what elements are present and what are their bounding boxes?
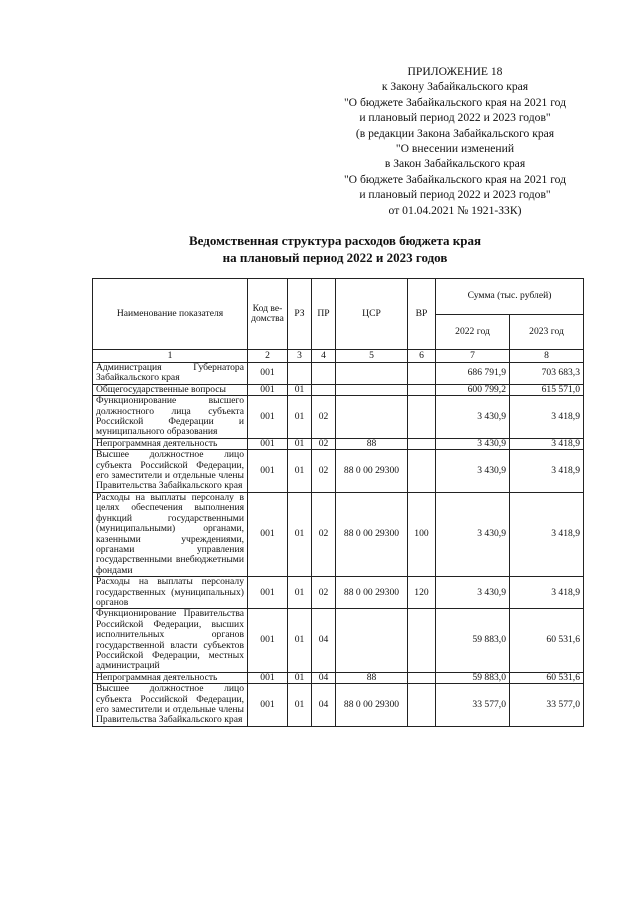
index-cell: 8 — [510, 350, 584, 363]
cell-rz: 01 — [288, 672, 312, 683]
table-row — [93, 672, 584, 683]
cell-y2023: 3 418,9 — [510, 396, 584, 439]
cell-pr: 02 — [312, 492, 336, 576]
cell-name: Функционирование высшего должностного лица субъекта Российской Федерации и муниципального образования — [93, 396, 248, 439]
cell-pr: 02 — [312, 396, 336, 439]
table-row — [93, 384, 584, 395]
appendix-line: и плановый период 2022 и 2023 годов" — [359, 111, 551, 125]
cell-y2022: 59 883,0 — [436, 672, 510, 683]
appendix-line: и плановый период 2022 и 2023 годов" — [359, 188, 551, 202]
cell-y2022: 600 799,2 — [436, 384, 510, 395]
header-code-line2: домства — [251, 313, 284, 324]
cell-rz: 01 — [288, 609, 312, 672]
index-cell: 1 — [93, 350, 248, 363]
appendix-line: от 01.04.2021 № 1921-ЗЗК) — [388, 203, 522, 217]
cell-vr: 120 — [408, 577, 436, 609]
cell-vr — [408, 672, 436, 683]
cell-y2023: 3 418,9 — [510, 438, 584, 449]
table-row — [93, 492, 584, 576]
cell-name: Непрограммная деятельность — [93, 438, 248, 449]
index-cell: 3 — [288, 350, 312, 363]
cell-y2023: 3 418,9 — [510, 492, 584, 576]
cell-code: 001 — [248, 363, 288, 385]
cell-rz — [288, 363, 312, 385]
cell-y2022: 3 430,9 — [436, 450, 510, 493]
table-row — [93, 363, 584, 385]
cell-name: Непрограммная деятельность — [93, 672, 248, 683]
cell-code: 001 — [248, 492, 288, 576]
cell-csr — [336, 609, 408, 672]
title-line-2: на плановый период 2022 и 2023 годов — [222, 250, 448, 265]
table-row — [93, 438, 584, 449]
cell-pr: 04 — [312, 609, 336, 672]
table-row — [93, 609, 584, 672]
cell-rz: 01 — [288, 492, 312, 576]
table-row — [93, 396, 584, 439]
header-sum: Сумма (тыс. рублей) — [436, 279, 584, 315]
cell-csr: 88 0 00 29300 — [336, 577, 408, 609]
header-rz: РЗ — [288, 279, 312, 350]
cell-rz: 01 — [288, 396, 312, 439]
cell-y2022: 59 883,0 — [436, 609, 510, 672]
table-body — [93, 363, 584, 727]
header-2022: 2022 год — [436, 314, 510, 350]
cell-vr — [408, 684, 436, 727]
cell-vr — [408, 363, 436, 385]
appendix-header — [290, 64, 620, 218]
cell-y2022: 3 430,9 — [436, 577, 510, 609]
index-row — [93, 350, 584, 363]
appendix-line: ПРИЛОЖЕНИЕ 18 — [407, 65, 503, 78]
index-cell: 4 — [312, 350, 336, 363]
header-pr: ПР — [312, 279, 336, 350]
cell-name: Расходы на выплаты персоналу в целях обеспечения выполнения функций государственными (муниципальными) органами, казенными учреждениями, органами управления государственными внебюджетными фондами — [93, 492, 248, 576]
header-code-line1: Код ве- — [252, 302, 283, 314]
cell-y2023: 60 531,6 — [510, 672, 584, 683]
cell-pr: 04 — [312, 672, 336, 683]
cell-vr — [408, 384, 436, 395]
cell-csr — [336, 396, 408, 439]
cell-csr — [336, 363, 408, 385]
cell-code: 001 — [248, 684, 288, 727]
cell-rz: 01 — [288, 438, 312, 449]
table-row — [93, 577, 584, 609]
header-name: Наименование показателя — [93, 279, 248, 350]
index-cell: 2 — [248, 350, 288, 363]
cell-y2022: 686 791,9 — [436, 363, 510, 385]
cell-csr: 88 — [336, 672, 408, 683]
appendix-line: в Закон Забайкальского края — [384, 157, 526, 171]
header-code — [248, 279, 288, 350]
cell-name: Администрация Губернатора Забайкальского края — [93, 363, 248, 385]
cell-code: 001 — [248, 438, 288, 449]
index-cell: 6 — [408, 350, 436, 363]
cell-name: Высшее должностное лицо субъекта Российской Федерации, его заместители и отдельные члены Правительства Забайкальского края — [93, 450, 248, 493]
cell-csr: 88 0 00 29300 — [336, 450, 408, 493]
budget-table — [92, 278, 584, 727]
appendix-line: (в редакции Закона Забайкальского края — [355, 126, 555, 140]
cell-code: 001 — [248, 609, 288, 672]
appendix-line: "О бюджете Забайкальского края на 2021 год — [343, 172, 567, 186]
table-row — [93, 450, 584, 493]
appendix-line: к Закону Забайкальского края — [381, 80, 529, 94]
cell-y2023: 703 683,3 — [510, 363, 584, 385]
cell-code: 001 — [248, 450, 288, 493]
cell-csr — [336, 384, 408, 395]
cell-code: 001 — [248, 396, 288, 439]
cell-y2023: 3 418,9 — [510, 450, 584, 493]
cell-y2023: 3 418,9 — [510, 577, 584, 609]
cell-vr: 100 — [408, 492, 436, 576]
cell-vr — [408, 450, 436, 493]
cell-rz: 01 — [288, 450, 312, 493]
cell-code: 001 — [248, 384, 288, 395]
cell-rz: 01 — [288, 577, 312, 609]
cell-pr — [312, 384, 336, 395]
title-line-1: Ведомственная структура расходов бюджета края — [188, 233, 482, 248]
header-csr: ЦСР — [336, 279, 408, 350]
header-vr: ВР — [408, 279, 436, 350]
cell-name: Общегосударственные вопросы — [93, 384, 248, 395]
cell-pr: 02 — [312, 577, 336, 609]
cell-pr — [312, 363, 336, 385]
table-row — [93, 684, 584, 727]
cell-name: Высшее должностное лицо субъекта Российской Федерации, его заместители и отдельные члены Правительства Забайкальского края — [93, 684, 248, 727]
cell-code: 001 — [248, 577, 288, 609]
cell-y2023: 615 571,0 — [510, 384, 584, 395]
cell-y2022: 3 430,9 — [436, 438, 510, 449]
cell-vr — [408, 438, 436, 449]
appendix-line: "О бюджете Забайкальского края на 2021 год — [343, 95, 567, 109]
cell-csr: 88 0 00 29300 — [336, 684, 408, 727]
index-cell: 7 — [436, 350, 510, 363]
cell-pr: 02 — [312, 438, 336, 449]
cell-y2023: 60 531,6 — [510, 609, 584, 672]
index-cell: 5 — [336, 350, 408, 363]
cell-csr: 88 — [336, 438, 408, 449]
header-2023: 2023 год — [510, 314, 584, 350]
cell-y2023: 33 577,0 — [510, 684, 584, 727]
cell-y2022: 3 430,9 — [436, 396, 510, 439]
cell-y2022: 3 430,9 — [436, 492, 510, 576]
document-title — [40, 232, 630, 266]
cell-code: 001 — [248, 672, 288, 683]
cell-vr — [408, 396, 436, 439]
cell-pr: 02 — [312, 450, 336, 493]
cell-pr: 04 — [312, 684, 336, 727]
cell-vr — [408, 609, 436, 672]
cell-name: Функционирование Правительства Российской Федерации, высших исполнительных органов государственной власти субъектов Российской Федерации, местных администраций — [93, 609, 248, 672]
cell-rz: 01 — [288, 384, 312, 395]
cell-rz: 01 — [288, 684, 312, 727]
cell-y2022: 33 577,0 — [436, 684, 510, 727]
appendix-line: "О внесении изменений — [395, 142, 515, 156]
cell-csr: 88 0 00 29300 — [336, 492, 408, 576]
cell-name: Расходы на выплаты персоналу государственных (муниципальных) органов — [93, 577, 248, 609]
